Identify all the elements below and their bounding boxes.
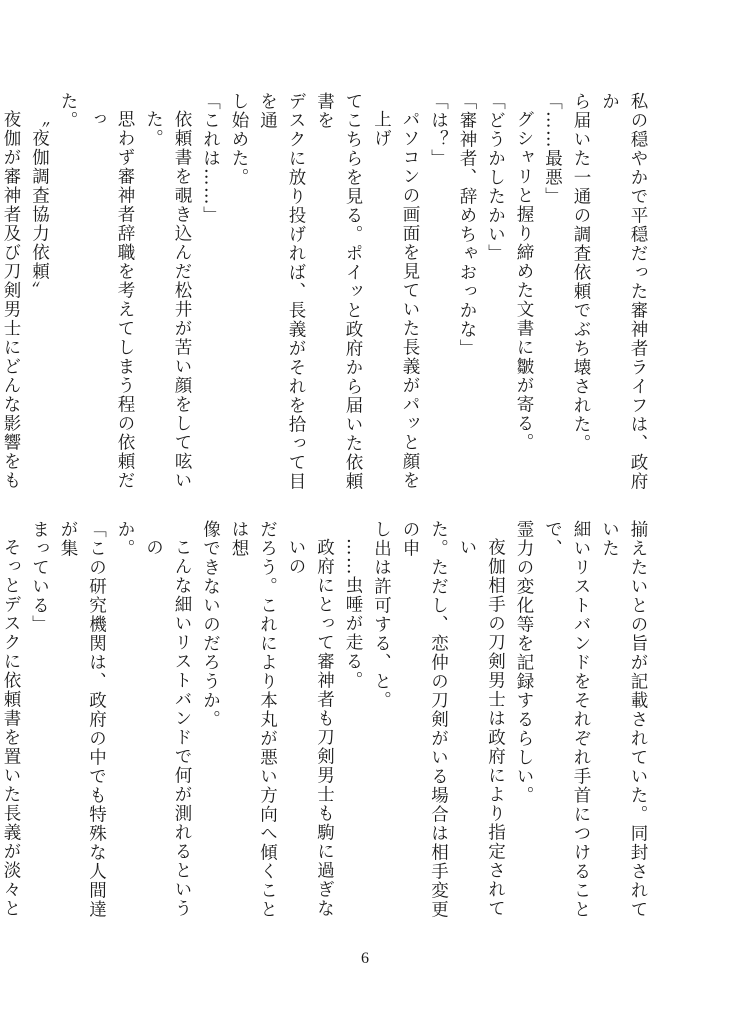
text-line: 「審神者、辞めちゃおっかな」 — [457, 92, 477, 358]
text-line: てこちらを見る。ポイッと政府から届いた依頼書を — [314, 92, 363, 491]
text-line: 霊力の変化等を記録するらしい。 — [514, 520, 534, 805]
text-line: ら届いた一通の調査依頼でぶち壊された。 — [571, 92, 591, 453]
text-line: まっている」 — [29, 520, 50, 634]
text-line: パソコンの画面を見ていた長義がパッと顔を上げ — [371, 109, 420, 490]
text-line: か。 — [115, 520, 135, 558]
text-line: 依頼書を覗き込んだ松井が苦い顔をして呟いた。 — [143, 109, 192, 490]
text-line: 細いリストバンドをそれぞれ手首につけることで、 — [542, 520, 591, 919]
text-line: 私の穏やかで平穏だった審神者ライフは、政府か — [599, 92, 648, 491]
text-line: グシャリと握り締めた文書に皺が寄る。 — [514, 109, 534, 452]
text-line: だろう。これにより本丸が悪い方向へ傾くことは想 — [229, 520, 278, 919]
text-line: 「どうかしたかい」 — [485, 92, 506, 263]
text-line: 「この研究機関は、政府の中でも特殊な人間達が集 — [58, 520, 107, 919]
text-line: 揃えたいとの旨が記載されていた。同封されていた — [599, 520, 648, 919]
text-line: 「これは……」 — [200, 92, 221, 225]
text-line: 「は？」 — [428, 92, 449, 168]
text-line: し出は許可する、と。 — [371, 520, 392, 710]
text-line: 「……最悪」 — [542, 92, 563, 206]
text-line: 夜伽相手の刀剣男士は政府により指定されてい — [457, 537, 506, 918]
text-line: た。 — [58, 92, 78, 130]
page-number: 6 — [361, 950, 369, 967]
text-line: 像できないのだろうか。 — [200, 520, 221, 729]
text-line: し始めた。 — [229, 92, 249, 187]
text-line: 夜伽が審神者及び刀剣男士にどんな影響をも — [1, 109, 21, 490]
text-line: ……虫唾が走る。 — [343, 537, 363, 690]
text-line: 〝夜伽調査協力依頼〟 — [29, 109, 50, 300]
text-block-bottom — [1, 520, 652, 920]
text-line: こんな細いリストバンドで何が測れるというの — [143, 537, 192, 918]
text-line: 思わず審神者辞職を考えてしまう程の依頼だっ — [86, 109, 135, 490]
text-line: 政府にとって審神者も刀剣男士も駒に過ぎないの — [286, 537, 335, 918]
text-line: そっとデスクに依頼書を置いた長義が淡々と — [1, 537, 21, 918]
text-line: デスクに放り投げれば、長義がそれを拾って目を通 — [257, 92, 306, 491]
text-line: た。ただし、恋仲の刀剣がいる場合は相手変更の申 — [400, 520, 449, 919]
text-block-top — [1, 92, 652, 492]
